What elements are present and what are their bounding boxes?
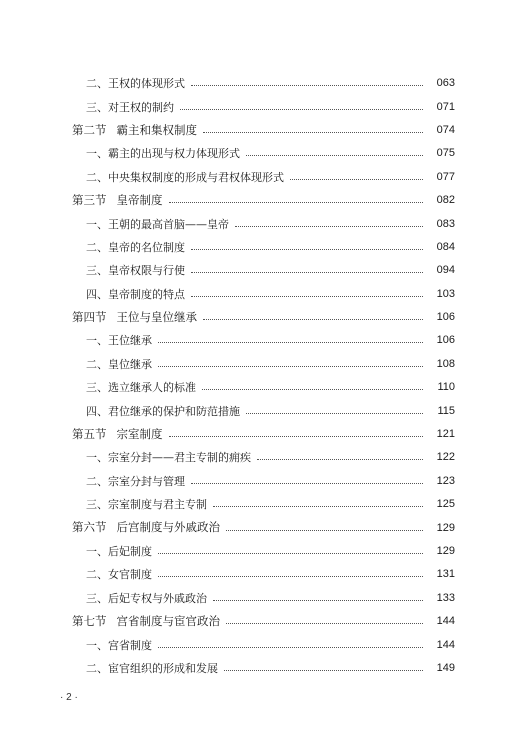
toc-entry-title: 一、宗室分封——君主专制的痈疾 — [86, 451, 251, 465]
toc-section-title: 皇帝制度 — [116, 192, 163, 207]
dot-leader — [158, 365, 423, 367]
toc-subsection-row — [0, 166, 521, 189]
dot-leader — [203, 131, 423, 133]
toc-entry-title: 二、王权的体现形式 — [86, 77, 185, 91]
dot-leader — [158, 575, 423, 577]
toc-page-number: 106 — [436, 334, 455, 347]
dot-leader — [213, 505, 423, 507]
dot-leader — [290, 178, 423, 180]
toc-page-number: 083 — [436, 217, 455, 230]
toc-entry-title: 三、宗室制度与君主专制 — [86, 498, 207, 512]
toc-subsection-row — [0, 657, 521, 680]
toc-subsection-row — [0, 212, 521, 235]
page-number: · 2 · — [60, 692, 78, 703]
toc-section-title: 宫省制度与宦官政治 — [116, 613, 220, 628]
toc-entry-title: 三、皇帝权限与行使 — [86, 264, 185, 278]
toc-page-number: 149 — [436, 661, 455, 674]
dot-leader — [202, 388, 423, 390]
dot-leader — [191, 482, 423, 484]
dot-leader — [235, 225, 423, 227]
toc-entry-title: 一、后妃制度 — [86, 545, 152, 558]
toc-subsection-row — [0, 540, 521, 563]
toc-entry-title: 四、皇帝制度的特点 — [86, 287, 185, 301]
toc-entry-title: 四、君位继承的保护和防范措施 — [86, 404, 240, 418]
dot-leader — [226, 622, 423, 624]
toc-entry-title: 二、中央集权制度的形成与君权体现形式 — [86, 170, 284, 184]
toc-subsection-row — [0, 236, 521, 259]
toc-page-number: 071 — [436, 100, 455, 113]
toc-entry-title: 一、王朝的最高首脑——皇帝 — [86, 217, 229, 231]
toc-subsection-row — [0, 446, 521, 469]
dot-leader — [158, 341, 423, 343]
dot-leader — [191, 295, 423, 297]
toc-page-number: 131 — [436, 568, 455, 581]
toc-section-row — [0, 516, 521, 539]
toc-section-row — [0, 119, 521, 142]
toc-page-number: 094 — [436, 264, 455, 277]
toc-entry-title — [72, 522, 226, 534]
toc-entry-title — [72, 426, 169, 441]
toc-section-number: 第五节 — [72, 426, 107, 441]
dot-leader — [246, 412, 423, 414]
toc-subsection-row — [0, 259, 521, 282]
toc-entry-title: 三、对王权的制约 — [86, 100, 174, 114]
toc-subsection-row — [0, 142, 521, 165]
toc-entry-title: 二、宦官组织的形成和发展 — [86, 661, 218, 675]
dot-leader — [191, 248, 423, 250]
dot-leader — [191, 84, 423, 86]
toc-section-row — [0, 189, 521, 212]
toc-entry-title: 二、女官制度 — [86, 568, 152, 582]
toc-section-row — [0, 423, 521, 446]
toc-section-row — [0, 306, 521, 329]
toc-entry-title: 二、皇帝的名位制度 — [86, 240, 185, 254]
toc-section-row — [0, 610, 521, 633]
toc-page-number: 144 — [436, 638, 455, 651]
toc-page-number: 082 — [436, 194, 455, 207]
toc-entry-title: 二、宗室分封与管理 — [86, 474, 185, 488]
toc-subsection-row — [0, 470, 521, 493]
dot-leader — [158, 646, 423, 648]
toc-section-title: 后宫制度与外戚政治 — [116, 520, 220, 535]
toc-entry-title: 一、王位继承 — [86, 334, 152, 348]
toc-entry-title: 三、后妃专权与外戚政治 — [86, 591, 207, 605]
toc-page-number: 125 — [436, 498, 455, 511]
toc-entry-title — [72, 613, 226, 628]
toc-subsection-row — [0, 376, 521, 399]
toc-page-number: 063 — [436, 77, 455, 90]
dot-leader — [226, 529, 423, 531]
toc-page-number: 133 — [436, 591, 455, 604]
dot-leader — [203, 318, 423, 320]
toc-section-number: 第七节 — [72, 613, 107, 628]
toc-page-number: 123 — [436, 474, 455, 487]
dot-leader — [191, 271, 423, 273]
toc-subsection-row — [0, 633, 521, 656]
dot-leader — [180, 108, 423, 110]
table-of-contents — [0, 72, 521, 680]
toc-page-number: 077 — [436, 170, 455, 183]
toc-page-number: 084 — [436, 240, 455, 253]
toc-entry-title: 二、皇位继承 — [86, 357, 152, 371]
toc-page-number: 075 — [436, 147, 455, 160]
toc-page-number: 110 — [437, 381, 455, 394]
dot-leader — [257, 458, 423, 460]
toc-subsection-row — [0, 587, 521, 610]
toc-subsection-row — [0, 399, 521, 422]
toc-entry-title: 一、宫省制度 — [86, 638, 152, 652]
toc-page-number: 122 — [436, 451, 455, 464]
dot-leader — [169, 201, 424, 203]
toc-page-number: 129 — [436, 545, 455, 557]
toc-subsection-row — [0, 72, 521, 95]
toc-page-number: 103 — [436, 287, 455, 300]
dot-leader — [224, 669, 423, 671]
toc-entry-title — [72, 122, 203, 137]
toc-page-number: 106 — [436, 311, 455, 324]
dot-leader — [213, 599, 423, 601]
toc-subsection-row — [0, 563, 521, 586]
toc-section-number: 第三节 — [72, 192, 107, 207]
toc-section-title: 霸主和集权制度 — [116, 122, 197, 137]
toc-subsection-row — [0, 329, 521, 352]
toc-page-number: 121 — [436, 428, 455, 441]
toc-page-number: 115 — [437, 404, 455, 417]
dot-leader — [158, 552, 423, 554]
toc-entry-title — [72, 309, 203, 324]
toc-section-title: 宗室制度 — [116, 426, 163, 441]
toc-page-number: 074 — [436, 123, 455, 136]
toc-entry-title: 一、霸主的出现与权力体现形式 — [86, 147, 240, 161]
toc-entry-title: 三、选立继承人的标准 — [86, 381, 196, 395]
toc-page-number: 108 — [436, 357, 455, 370]
dot-leader — [169, 435, 424, 437]
toc-section-number: 第四节 — [72, 309, 107, 324]
toc-subsection-row — [0, 353, 521, 376]
toc-subsection-row — [0, 493, 521, 516]
toc-page-number: 144 — [436, 615, 455, 628]
dot-leader — [246, 154, 423, 156]
toc-subsection-row — [0, 95, 521, 118]
toc-section-number: 第六节 — [72, 520, 107, 535]
toc-entry-title — [72, 192, 169, 207]
toc-section-number: 第二节 — [72, 122, 107, 137]
toc-page-number: 129 — [436, 521, 455, 534]
toc-section-title: 王位与皇位继承 — [116, 309, 197, 324]
toc-subsection-row — [0, 283, 521, 306]
